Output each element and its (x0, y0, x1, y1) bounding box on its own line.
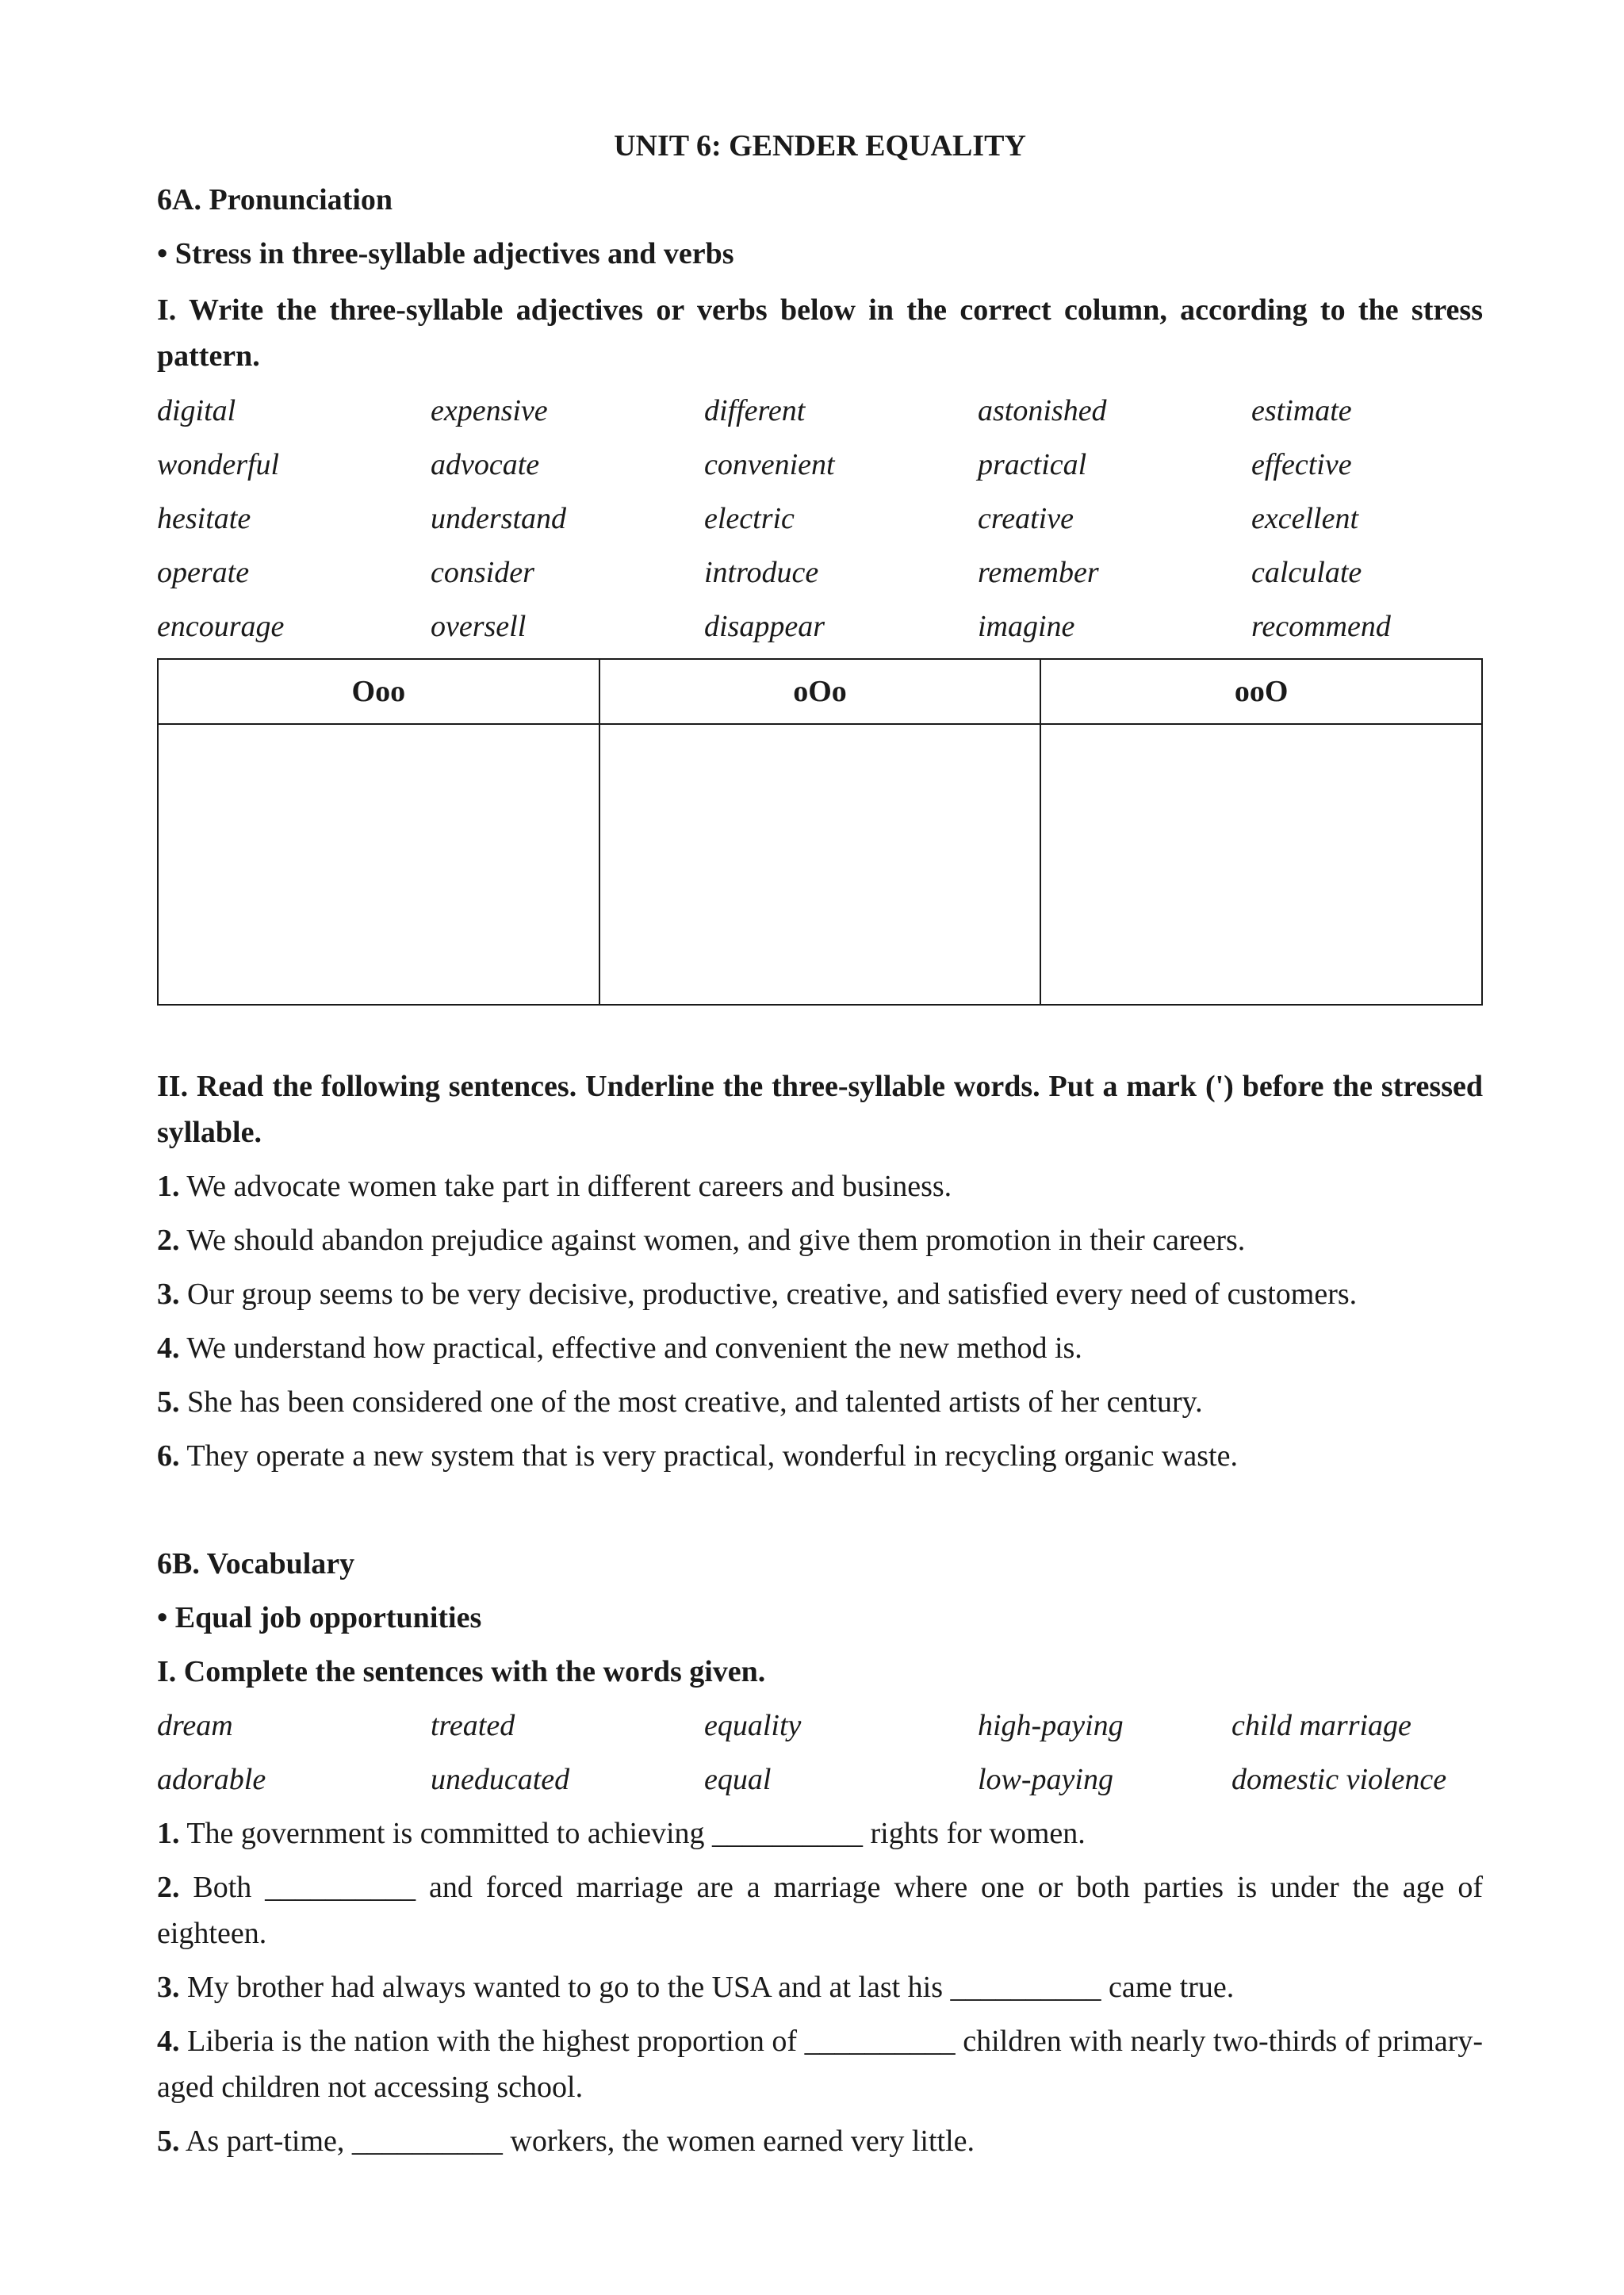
word: hesitate (157, 502, 251, 535)
exercise-a2-instruction: II. Read the following sentences. Underline the three-syllable words. Put a mark (') before the stressed syllable. (157, 1070, 1483, 1149)
table-header-ooo-second: oOo (599, 659, 1041, 724)
word: encourage (157, 610, 285, 643)
word: astonished (978, 394, 1107, 427)
list-item: 4. Liberia is the nation with the highest proportion of __________ children with nearly two-thirds of primary-aged children not accessing school. (157, 2025, 1483, 2104)
section-b-heading: 6B. Vocabulary (157, 1547, 355, 1580)
word: effective (1251, 448, 1352, 481)
answer-cell-first-stress[interactable] (158, 724, 599, 1005)
word: estimate (1251, 394, 1352, 427)
answer-cell-second-stress[interactable] (599, 724, 1041, 1005)
list-item: 2. Both __________ and forced marriage are a marriage where one or both parties is under the age of eighteen. (157, 1871, 1483, 1950)
word: uneducated (431, 1763, 570, 1796)
word: consider (431, 556, 534, 589)
table-header-ooo-first: Ooo (158, 659, 599, 724)
table-answer-row (158, 724, 1482, 1005)
word: creative (978, 502, 1074, 535)
list-item: 4. We understand how practical, effective and convenient the new method is. (157, 1331, 1082, 1365)
word: remember (978, 556, 1099, 589)
word-bank-a (157, 384, 1483, 653)
word: child marriage (1231, 1709, 1411, 1742)
table-header-row (158, 659, 1482, 724)
word: electric (704, 502, 795, 535)
section-b-subheading: • Equal job opportunities (157, 1601, 482, 1634)
word-bank-b (157, 1699, 1483, 1806)
word: introduce (704, 556, 819, 589)
word: dream (157, 1709, 233, 1742)
word: treated (431, 1709, 515, 1742)
list-item: 6. They operate a new system that is very practical, wonderful in recycling organic waste. (157, 1439, 1238, 1473)
word: understand (431, 502, 566, 535)
list-item: 5. As part-time, __________ workers, the women earned very little. (157, 2125, 975, 2158)
word: imagine (978, 610, 1075, 643)
worksheet-page (157, 119, 1483, 2168)
word: advocate (431, 448, 540, 481)
list-item: 2. We should abandon prejudice against women, and give them promotion in their careers. (157, 1224, 1246, 1257)
list-item: 5. She has been considered one of the most creative, and talented artists of her century. (157, 1385, 1203, 1419)
word: adorable (157, 1763, 266, 1796)
list-item: 1. We advocate women take part in different careers and business. (157, 1170, 952, 1203)
word: practical (978, 448, 1087, 481)
stress-pattern-table (157, 658, 1483, 1006)
word: equal (704, 1763, 772, 1796)
word: oversell (431, 610, 527, 643)
answer-cell-third-stress[interactable] (1040, 724, 1482, 1005)
word: recommend (1251, 610, 1391, 643)
word: wonderful (157, 448, 280, 481)
word: convenient (704, 448, 835, 481)
word: domestic violence (1231, 1763, 1447, 1796)
word: calculate (1251, 556, 1362, 589)
word: operate (157, 556, 250, 589)
word: disappear (704, 610, 825, 643)
section-a-subheading: • Stress in three-syllable adjectives and verbs (157, 237, 734, 270)
list-item: 3. My brother had always wanted to go to the USA and at last his __________ came true. (157, 1971, 1235, 2004)
list-item: 3. Our group seems to be very decisive, productive, creative, and satisfied every need of customers. (157, 1278, 1358, 1311)
exercise-a2-sentences (157, 1159, 1483, 1483)
exercise-a1-instruction: I. Write the three-syllable adjectives or verbs below in the correct column, according to the stress pattern. (157, 293, 1483, 373)
word: digital (157, 394, 236, 427)
word: different (704, 394, 806, 427)
table-header-ooo-third: ooO (1040, 659, 1482, 724)
list-item: 1. The government is committed to achieving __________ rights for women. (157, 1817, 1086, 1850)
exercise-b1-sentences (157, 1806, 1483, 2168)
word: low-paying (978, 1763, 1113, 1796)
word: excellent (1251, 502, 1359, 535)
word: equality (704, 1709, 802, 1742)
word: high-paying (978, 1709, 1124, 1742)
word: expensive (431, 394, 548, 427)
section-a-heading: 6A. Pronunciation (157, 183, 393, 216)
unit-title: UNIT 6: GENDER EQUALITY (614, 129, 1026, 163)
exercise-b1-instruction: I. Complete the sentences with the words given. (157, 1655, 766, 1688)
